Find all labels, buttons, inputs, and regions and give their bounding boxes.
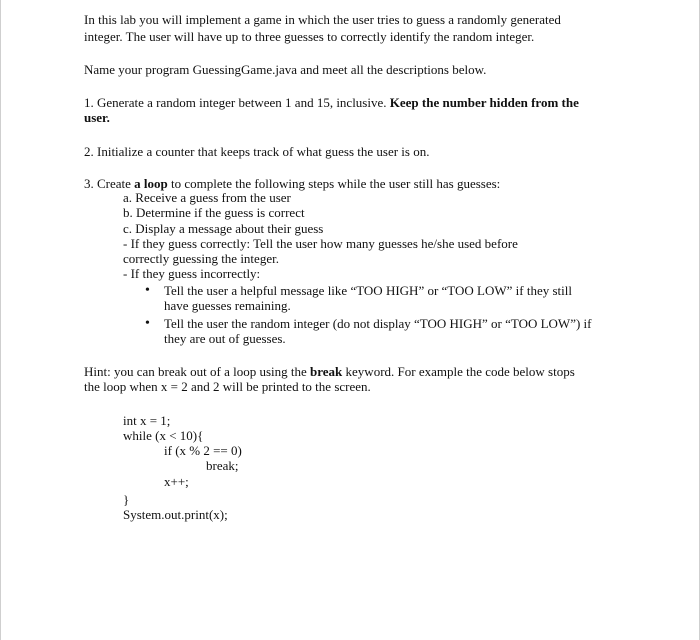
step-1-cont <box>84 110 110 126</box>
code-line-1: int x = 1; <box>123 413 171 428</box>
correct-guess-line-2: correctly guessing the integer. <box>123 251 279 266</box>
page-left-border <box>0 0 1 640</box>
bullet-2-line-2: they are out of guesses. <box>164 331 286 346</box>
hint-line-2: the loop when x = 2 and 2 will be printed to the screen. <box>84 379 371 394</box>
code-line-5: x++; <box>164 474 189 489</box>
code-line-7: System.out.print(x); <box>123 507 228 522</box>
step-1 <box>84 95 579 111</box>
step-3-sub-b: b. Determine if the guess is correct <box>123 205 305 220</box>
intro-line-1: In this lab you will implement a game in which the user tries to guess a randomly generated <box>84 12 561 27</box>
bullet-icon: • <box>145 283 150 298</box>
bullet-1-line-2: have guesses remaining. <box>164 298 291 313</box>
code-line-2: while (x < 10){ <box>123 428 204 443</box>
bullet-2-line-1: Tell the user the random integer (do not display “TOO HIGH” or “TOO LOW”) if <box>164 316 592 331</box>
step-1-text: 1. Generate a random integer between 1 and 15, inclusive. <box>84 95 390 110</box>
hint-line-1 <box>84 364 575 380</box>
step-3-suffix: to complete the following steps while the user still has guesses: <box>167 176 501 191</box>
bullet-icon: • <box>145 316 150 331</box>
step-1-emphasis-cont: user. <box>84 110 110 125</box>
hint-keyword: break <box>310 364 343 379</box>
hint-suffix: keyword. For example the code below stops <box>342 364 575 379</box>
code-line-4: break; <box>206 458 239 473</box>
step-3-sub-a: a. Receive a guess from the user <box>123 190 291 205</box>
code-line-6: } <box>123 492 130 507</box>
incorrect-guess-line: - If they guess incorrectly: <box>123 266 261 281</box>
step-3-emphasis: a loop <box>134 176 168 191</box>
hint-prefix: Hint: you can break out of a loop using the <box>84 364 311 379</box>
intro-line-2: integer. The user will have up to three guesses to correctly identify the random integer. <box>84 29 535 44</box>
code-line-3: if (x % 2 == 0) <box>164 443 242 458</box>
correct-guess-line-1: - If they guess correctly: Tell the user how many guesses he/she used before <box>123 236 518 251</box>
step-3-prefix: 3. Create <box>84 176 135 191</box>
step-1-emphasis: Keep the number hidden from the <box>389 95 579 110</box>
step-2: 2. Initialize a counter that keeps track of what guess the user is on. <box>84 144 430 159</box>
bullet-1-line-1: Tell the user a helpful message like “TOO HIGH” or “TOO LOW” if they still <box>164 283 572 298</box>
program-name-instruction: Name your program GuessingGame.java and meet all the descriptions below. <box>84 62 487 77</box>
step-3-sub-c: c. Display a message about their guess <box>123 221 324 236</box>
